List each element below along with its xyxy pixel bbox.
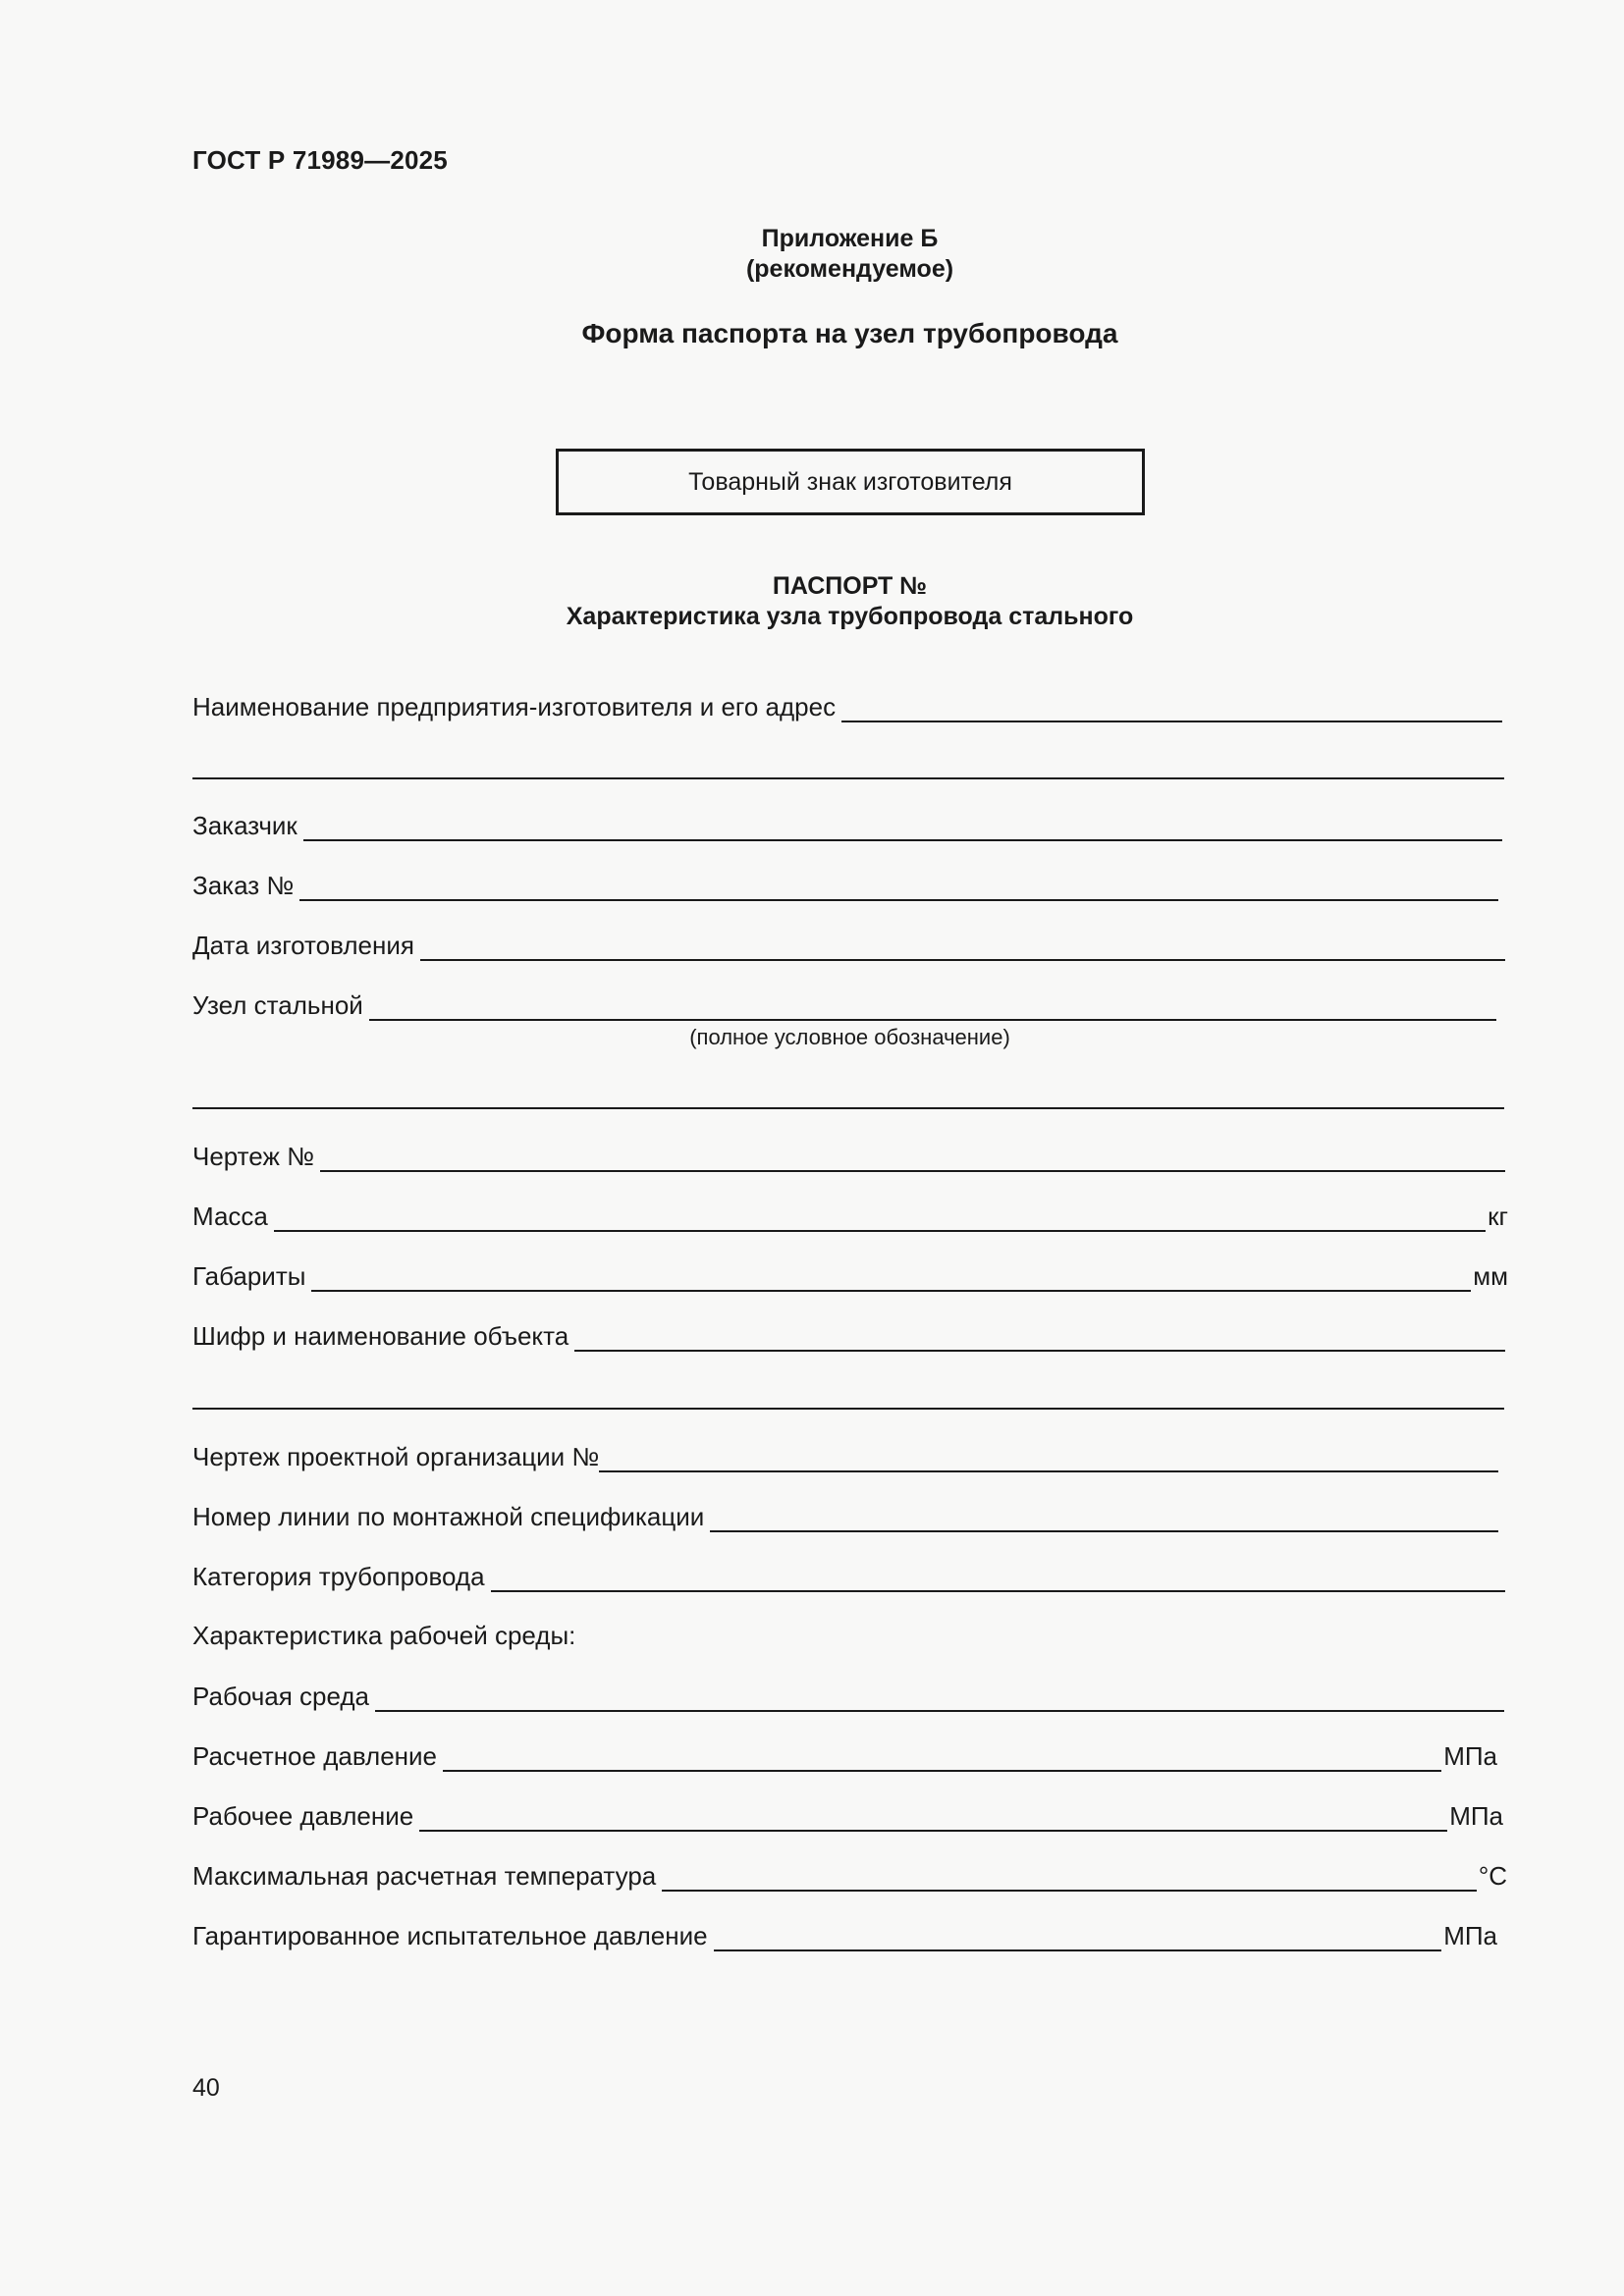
form-title: Форма паспорта на узел трубопровода: [581, 318, 1118, 348]
appendix-heading: [0, 224, 1624, 285]
line-number-field[interactable]: [192, 1499, 1498, 1532]
standard-designation: ГОСТ Р 71989—2025: [192, 145, 448, 175]
project-drawing-label: Чертеж проектной организации №: [192, 1442, 600, 1471]
working-pressure-label: Рабочее давление: [192, 1801, 414, 1831]
category-input-line[interactable]: [491, 1559, 1505, 1592]
dimensions-input-line[interactable]: [311, 1258, 1471, 1292]
node-continuation-line[interactable]: [192, 1107, 1504, 1109]
design-pressure-field[interactable]: [192, 1738, 1497, 1772]
line-number-label: Номер линии по монтажной спецификации: [192, 1502, 705, 1531]
max-temperature-input-line[interactable]: [662, 1858, 1477, 1892]
project-drawing-input-line[interactable]: [599, 1439, 1498, 1472]
node-hint: (полное условное обозначение): [689, 1025, 1010, 1049]
trademark-box: [556, 449, 1145, 515]
drawing-field[interactable]: [192, 1139, 1505, 1172]
max-temperature-unit: °С: [1478, 1861, 1507, 1891]
working-pressure-field[interactable]: [192, 1798, 1503, 1832]
order-input-line[interactable]: [299, 868, 1498, 901]
date-input-line[interactable]: [420, 928, 1505, 961]
mass-input-line[interactable]: [274, 1199, 1486, 1232]
max-temperature-label: Максимальная расчетная температура: [192, 1861, 657, 1891]
medium-heading: Характеристика рабочей среды:: [192, 1621, 576, 1650]
passport-subtitle: Характеристика узла трубопровода стального: [566, 603, 1134, 630]
medium-input-line[interactable]: [375, 1679, 1504, 1712]
design-pressure-input-line[interactable]: [443, 1738, 1441, 1772]
max-temperature-field[interactable]: [192, 1858, 1507, 1892]
manufacturer-field[interactable]: [192, 689, 1502, 722]
passport-heading: [0, 571, 1624, 632]
date-field[interactable]: [192, 928, 1505, 961]
customer-label: Заказчик: [192, 811, 298, 840]
test-pressure-field[interactable]: [192, 1918, 1497, 1951]
working-pressure-input-line[interactable]: [419, 1798, 1447, 1832]
drawing-input-line[interactable]: [320, 1139, 1505, 1172]
trademark-label: Товарный знак изготовителя: [688, 467, 1012, 496]
customer-field[interactable]: [192, 808, 1502, 841]
dimensions-unit: мм: [1473, 1261, 1508, 1291]
test-pressure-unit: МПа: [1443, 1921, 1497, 1950]
node-label: Узел стальной: [192, 990, 363, 1020]
mass-label: Масса: [192, 1201, 268, 1231]
design-pressure-label: Расчетное давление: [192, 1741, 438, 1771]
order-field[interactable]: [192, 868, 1498, 901]
appendix-status: (рекомендуемое): [745, 255, 954, 283]
project-drawing-field[interactable]: [192, 1439, 1498, 1472]
category-label: Категория трубопровода: [192, 1562, 485, 1591]
manufacturer-label: Наименование предприятия-изготовителя и его адрес: [192, 692, 837, 721]
node-field[interactable]: [192, 988, 1496, 1021]
test-pressure-input-line[interactable]: [714, 1918, 1442, 1951]
date-label: Дата изготовления: [192, 931, 414, 960]
object-code-label: Шифр и наименование объекта: [192, 1321, 569, 1351]
object-code-input-line[interactable]: [574, 1318, 1505, 1352]
page-number: 40: [192, 2074, 220, 2102]
order-label: Заказ №: [192, 871, 295, 900]
drawing-label: Чертеж №: [192, 1142, 314, 1171]
medium-label: Рабочая среда: [192, 1682, 370, 1711]
manufacturer-input-line[interactable]: [841, 689, 1502, 722]
appendix-title: Приложение Б: [761, 225, 939, 252]
passport-number-label: ПАСПОРТ №: [772, 572, 928, 600]
working-pressure-unit: МПа: [1449, 1801, 1503, 1831]
mass-field[interactable]: [192, 1199, 1508, 1232]
medium-field[interactable]: [192, 1679, 1504, 1712]
manufacturer-continuation-line[interactable]: [192, 777, 1504, 779]
dimensions-label: Габариты: [192, 1261, 306, 1291]
object-code-field[interactable]: [192, 1318, 1505, 1352]
category-field[interactable]: [192, 1559, 1505, 1592]
mass-unit: кг: [1488, 1201, 1508, 1231]
dimensions-field[interactable]: [192, 1258, 1508, 1292]
test-pressure-label: Гарантированное испытательное давление: [192, 1921, 708, 1950]
object-code-continuation-line[interactable]: [192, 1408, 1504, 1410]
node-input-line[interactable]: [369, 988, 1496, 1021]
design-pressure-unit: МПа: [1443, 1741, 1497, 1771]
customer-input-line[interactable]: [303, 808, 1502, 841]
line-number-input-line[interactable]: [710, 1499, 1498, 1532]
